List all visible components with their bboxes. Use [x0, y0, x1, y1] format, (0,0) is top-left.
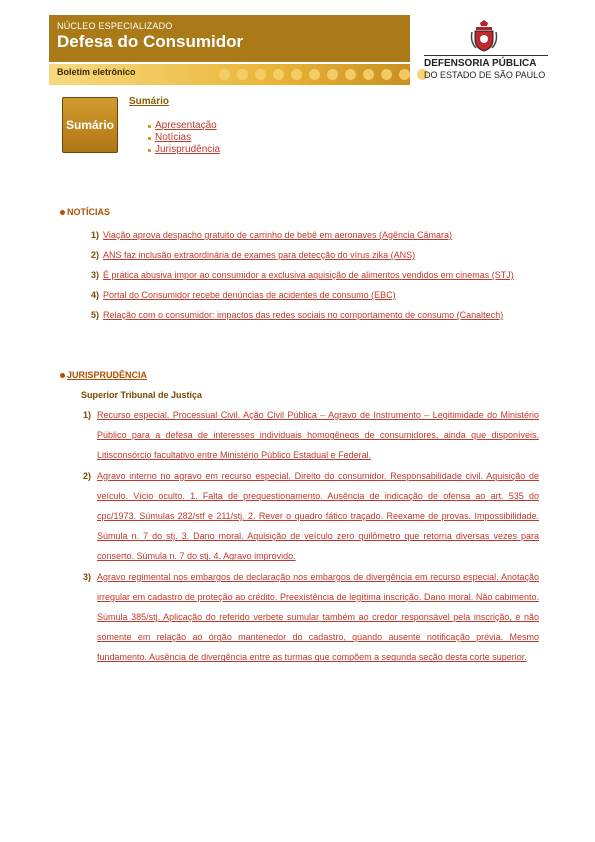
list-item: 3) Agravo regimental nos embargos de declaração nos embargos de divergência em recurso especial. Anotação irregular em cadastro de proteção ao crédito. Preexistência de legítima inscrição. Dano moral. Não cabimento. Súmula 385/stj. Aplicação do referido verbete sumular também ao credor responsável pela inscrição, e não somente em relação ao órgão mantenedor do cadastro, quando ausente notificação prévia. Mesmo fundamento. Ausência de divergência entre as turmas que compõem a segunda seção desta corte superior.: [77, 567, 539, 668]
banner-bottom: [49, 64, 410, 85]
list-item: 2) Agravo interno no agravo em recurso especial. Direito do consumidor. Responsabilidade civil. Aquisição de veículo. Vício oculto. 1. Falta de prequestionamento. Ausência de indicação de ofensa ao art. 535 do cpc/1973. Súmulas 282/stf e 211/stj. 2. Rever o quadro fático traçado. Reexame de provas. Impossibilidade. Súmula n. 7 do stj. 3. Dano moral. Aquisição de veículo zero quilômetro que retorna diversas vezes para conserto. Súmula n. 7 do stj. 4. Agravo improvido.: [77, 466, 539, 567]
section-bullet-icon: [60, 373, 65, 378]
summary-badge: [62, 97, 118, 153]
list-item: 1) Viação aprova despacho gratuito de carrinho de bebê em aeronaves (Agência Câmara): [79, 225, 539, 245]
list-item: 5) Relação com o consumidor: impactos das redes sociais no comportamento de consumo (Canaltech): [79, 305, 539, 325]
defensoria-logo: [424, 18, 564, 82]
table-of-contents: [148, 120, 220, 156]
list-item: 3) É prática abusiva impor ao consumidor a exclusiva aquisição de alimentos vendidos em cinemas (STJ): [79, 265, 539, 285]
news-link[interactable]: Relação com o consumidor: impactos das redes sociais no comportamento de consumo (Canaltech): [103, 310, 504, 320]
news-link[interactable]: Viação aprova despacho gratuito de carrinho de bebê em aeronaves (Agência Câmara): [103, 230, 453, 240]
jurisprudence-link[interactable]: Agravo regimental nos embargos de declaração nos embargos de divergência em recurso especial. Anotação irregular em cadastro de proteção ao crédito. Preexistência de legítima inscrição. Dano moral. Não cabimento. Súmula 385/stj. Aplicação do referido verbete sumular também ao credor responsável pela inscrição, e não somente em relação ao órgão mantenedor do cadastro, quando ausente notificação prévia. Mesmo fundamento. Ausência de divergência entre as turmas que compõem a segunda seção desta corte superior.: [97, 571, 539, 663]
section-bullet-icon: [60, 210, 65, 215]
header-banner: [49, 15, 410, 85]
list-item: 2) ANS faz inclusão extraordinária de exames para detecção do vírus zika (ANS): [79, 245, 539, 265]
summary-heading[interactable]: Sumário: [129, 96, 170, 107]
summary-badge-label: Sumário: [65, 118, 114, 132]
list-item: 1) Recurso especial. Processual Civil. Ação Civil Pública – Agravo de Instrumento – Legitimidade do Ministério Público para a defesa de interesses individuais homogêneos de consumidores, ainda que disponíveis. Litisconsórcio facultativo entre Ministério Público Estadual e Federal.: [77, 405, 539, 466]
list-item: 4) Portal do Consumidor recebe denúncias de acidentes de consumo (EBC): [79, 285, 539, 305]
jurisprudence-link[interactable]: Agravo interno no agravo em recurso especial. Direito do consumidor. Responsabilidade civil. Aquisição de veículo. Vício oculto. 1. Falta de prequestionamento. Ausência de indicação de ofensa ao art. 535 do cpc/1973. Súmulas 282/stf e 211/stj. 2. Rever o quadro fático traçado. Reexame de provas. Impossibilidade. Súmula n. 7 do stj. 3. Dano moral. Aquisição de veículo zero quilômetro que retorna diversas vezes para conserto. Súmula n. 7 do stj. 4. Agravo improvido.: [97, 470, 539, 562]
court-name: Superior Tribunal de Justiça: [81, 390, 203, 400]
toc-item-noticias[interactable]: Notícias: [148, 132, 220, 144]
logo-line-1: DEFENSORIA PÚBLICA: [424, 58, 537, 69]
jurisprudence-link[interactable]: Recurso especial. Processual Civil. Ação Civil Pública – Agravo de Instrumento – Legitimidade do Ministério Público para a defesa de interesses individuais homogêneos de consumidores, ainda que disponíveis. Litisconsórcio facultativo entre Ministério Público Estadual e Federal.: [97, 410, 539, 461]
banner-top: [49, 15, 410, 62]
news-section-heading: NOTÍCIAS: [60, 207, 110, 217]
toc-item-jurisprudencia[interactable]: Jurisprudência: [148, 144, 220, 156]
news-list: [79, 225, 539, 325]
news-link[interactable]: ANS faz inclusão extraordinária de exames para detecção do vírus zika (ANS): [103, 250, 416, 260]
jurisprudence-list: [77, 405, 539, 668]
banner-title: Defesa do Consumidor: [57, 32, 244, 51]
decorative-dots: [219, 69, 428, 80]
news-link[interactable]: Portal do Consumidor recebe denúncias de acidentes de consumo (EBC): [103, 290, 396, 300]
banner-subtitle: Boletim eletrônico: [57, 67, 136, 77]
toc-item-apresentacao[interactable]: Apresentação: [148, 120, 220, 132]
logo-line-2: DO ESTADO DE SÃO PAULO: [424, 70, 546, 80]
banner-kicker: NÚCLEO ESPECIALIZADO: [57, 21, 173, 31]
jurisprudence-section-heading: JURISPRUDÊNCIA: [60, 370, 147, 380]
state-seal-icon: [470, 18, 498, 52]
news-link[interactable]: É prática abusiva impor ao consumidor a exclusiva aquisição de alimentos vendidos em cinemas (STJ): [103, 270, 514, 280]
